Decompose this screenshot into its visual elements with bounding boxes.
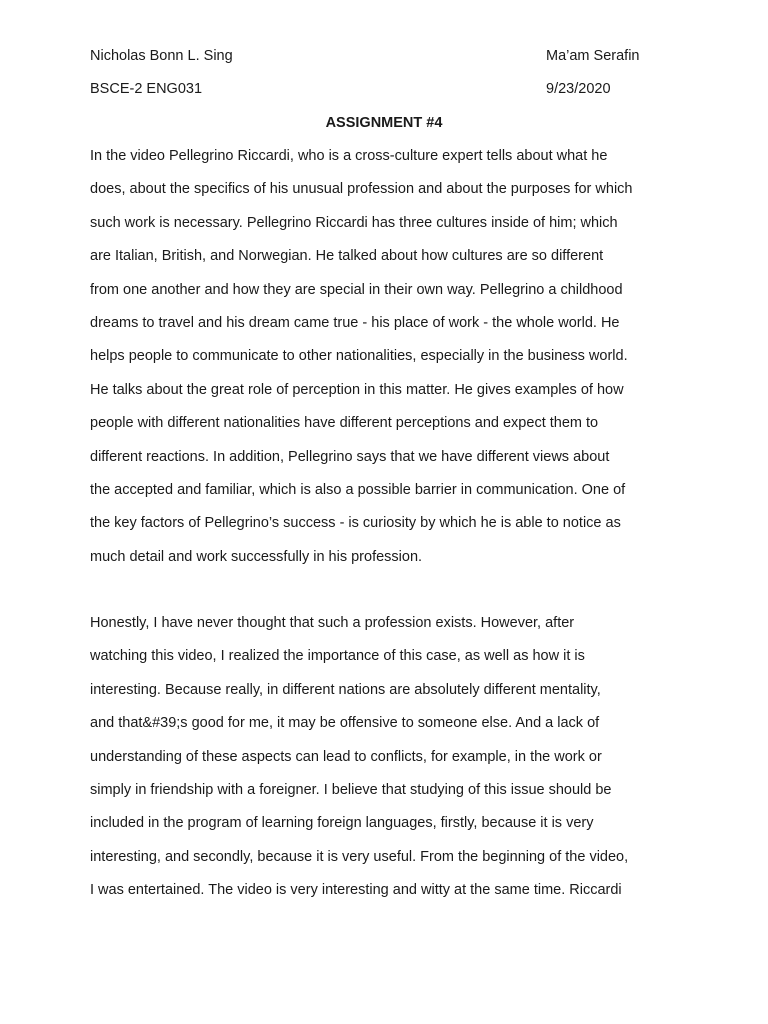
- text-line: He talks about the great role of perception in this matter. He gives examples of how: [90, 381, 624, 398]
- paragraph-1: [90, 147, 690, 581]
- text-line: included in the program of learning foreign languages, firstly, because it is very: [90, 815, 594, 832]
- text-line: and that&#39;s good for me, it may be offensive to someone else. And a lack of: [90, 715, 600, 732]
- text-line: In the video Pellegrino Riccardi, who is a cross-culture expert tells about what he: [90, 148, 608, 164]
- text-line: such work is necessary. Pellegrino Riccardi has three cultures inside of him; which: [90, 214, 618, 231]
- text-line: helps people to communicate to other nationalities, especially in the business world.: [90, 348, 628, 365]
- header-row-2: [90, 80, 650, 98]
- text-line: understanding of these aspects can lead to conflicts, for example, in the work or: [90, 748, 602, 765]
- assignment-title: ASSIGNMENT #4: [325, 115, 443, 131]
- header-row-1: [90, 47, 650, 65]
- text-line: I was entertained. The video is very interesting and witty at the same time. Riccardi: [90, 882, 622, 899]
- text-line: much detail and work successfully in his profession.: [90, 548, 423, 565]
- paragraph-2: [90, 614, 690, 915]
- text-line: from one another and how they are special in their own way. Pellegrino a childhood: [90, 281, 623, 298]
- text-line: people with different nationalities have different perceptions and expect them to: [90, 415, 599, 432]
- text-line: interesting, and secondly, because it is very useful. From the beginning of the video,: [90, 848, 629, 865]
- text-line: the key factors of Pellegrino’s success - is curiosity by which he is able to notice as: [90, 515, 621, 532]
- text-line: watching this video, I realized the importance of this case, as well as how it is: [90, 648, 585, 665]
- instructor-name: Ma’am Serafin: [546, 48, 640, 64]
- author-name: Nicholas Bonn L. Sing: [90, 48, 233, 64]
- text-line: dreams to travel and his dream came true - his place of work - the whole world. He: [90, 314, 620, 331]
- text-line: simply in friendship with a foreigner. I believe that studying of this issue should be: [90, 781, 612, 798]
- text-line: does, about the specifics of his unusual profession and about the purposes for which: [90, 181, 633, 198]
- text-line: interesting. Because really, in different nations are absolutely different mentality,: [90, 681, 601, 698]
- text-line: the accepted and familiar, which is also a possible barrier in communication. One of: [90, 481, 626, 498]
- submission-date: 9/23/2020: [546, 81, 611, 97]
- course-code: BSCE-2 ENG031: [90, 81, 203, 97]
- text-line: are Italian, British, and Norwegian. He talked about how cultures are so different: [90, 248, 604, 265]
- text-line: Honestly, I have never thought that such a profession exists. However, after: [90, 615, 575, 631]
- text-line: different reactions. In addition, Pellegrino says that we have different views about: [90, 448, 610, 465]
